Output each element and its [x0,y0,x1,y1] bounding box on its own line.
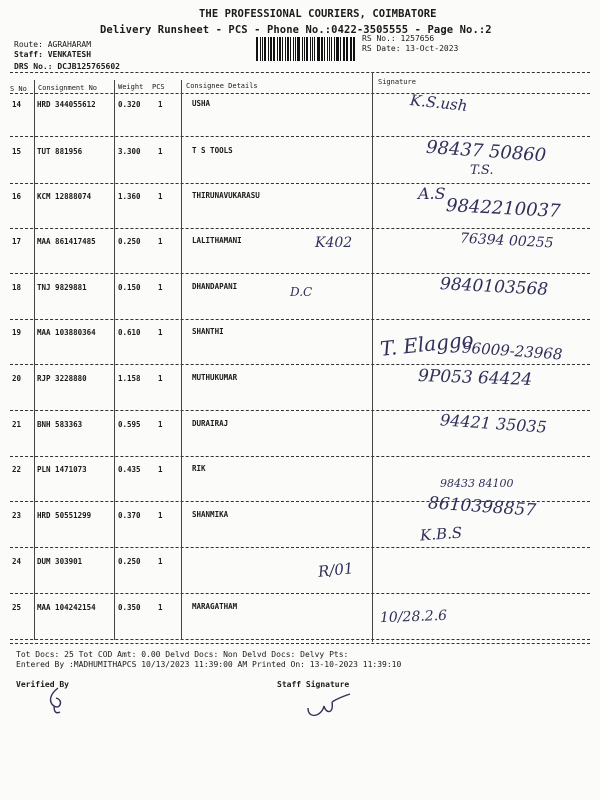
staff-signature-label: Staff Signature [277,680,350,689]
row-divider [10,319,590,320]
row-weight: 1.360 [118,192,141,201]
consignment-number: HRD 344055612 [37,100,96,109]
consignment-number: PLN 1471073 [37,465,87,474]
col-pcs: PCS [152,83,165,91]
row-divider [10,136,590,137]
barcode-bar [327,37,328,61]
staff-label: Staff: VENKATESH [14,50,92,59]
handwritten-signature: 98433 84100 [440,477,514,490]
handwritten-signature: 94421 35035 [439,410,548,437]
verified-signature [40,686,80,716]
barcode-bar [290,37,291,61]
row-weight: 0.435 [118,465,141,474]
row-pcs: 1 [158,192,163,201]
handwritten-signature: 9P053 64424 [417,366,533,390]
handwritten-signature: A.S [418,184,446,203]
row-divider [10,273,590,274]
row-divider [10,547,590,548]
row-divider [10,364,590,365]
barcode-bar [297,37,300,61]
consignment-number: MAA 104242154 [37,603,96,612]
row-divider [10,410,590,411]
row-pcs: 1 [158,603,163,612]
row-weight: 0.250 [118,237,141,246]
barcode-bar [270,37,272,61]
barcode-bar [353,37,355,61]
barcode-bar [306,37,308,61]
consignment-number: RJP 3228880 [37,374,87,383]
barcode-bar [273,37,275,61]
row-pcs: 1 [158,557,163,566]
handwritten-signature: K402 [315,235,353,251]
col-divider [372,72,373,642]
runsheet-subtitle: Delivery Runsheet - PCS - Phone No.:0422-3505555 - Page No.:2 [100,24,492,36]
consignment-number: TNJ 9829881 [37,283,87,292]
entered-by-line: Entered By :MADHUMITHAPCS 10/13/2023 11:39:00 AM Printed On: 13-10-2023 11:39:10 [16,660,402,669]
row-pcs: 1 [158,511,163,520]
consignee-name: T S TOOLS [192,146,233,155]
row-sno: 25 [12,603,22,612]
barcode-bar [336,37,339,61]
consignment-number: TUT 881956 [37,147,83,156]
row-sno: 21 [12,420,22,429]
barcode-bar [262,37,263,61]
barcode-bar [295,37,297,61]
row-sno: 19 [12,328,22,337]
barcode-bar [340,37,341,61]
consignment-number: HRD 50551299 [37,511,92,520]
footer-divider [10,643,590,644]
consignee-name: DURAIRAJ [192,419,229,428]
row-sno: 14 [12,100,22,109]
barcode-bar [282,37,283,61]
barcode-bar [302,37,303,61]
row-sno: 17 [12,237,22,246]
barcode-bar [343,37,345,61]
row-sno: 24 [12,557,22,566]
handwritten-signature: 76394 00255 [459,230,554,252]
row-pcs: 1 [158,374,163,383]
consignment-number: MAA 861417485 [37,237,96,246]
consignment-number: BNH 583363 [37,420,83,429]
barcode-bar [312,37,314,61]
staff-signature-mark [304,692,354,722]
row-weight: 0.370 [118,511,141,520]
barcode-bar [331,37,332,61]
handwritten-signature: K.S.ush [409,91,469,115]
barcode-bar [324,37,325,61]
barcode-bar [304,37,305,61]
handwritten-signature: 10/28.2.6 [379,607,448,627]
drs-number: DRS No.: DCJB125765602 [14,62,120,71]
consignment-number: MAA 103880364 [37,328,96,337]
col-weight: Weight [118,83,144,91]
row-pcs: 1 [158,147,163,156]
row-divider [10,183,590,184]
barcode-bar [293,37,294,61]
row-divider [10,456,590,457]
barcode-bar [268,37,269,61]
row-pcs: 1 [158,100,163,109]
col-divider [181,80,182,640]
header-divider [10,72,590,73]
col-sno: S No [10,85,27,93]
row-divider [10,639,590,640]
rs-number: RS No.: 1257656 [362,34,435,43]
handwritten-signature: D.C [290,285,313,299]
handwritten-signature: R/01 [317,559,355,581]
barcode-bar [346,37,347,61]
handwritten-signature: 9842210037 [445,195,562,222]
row-pcs: 1 [158,283,163,292]
rs-date: RS Date: 13-Oct-2023 [362,44,459,53]
barcode-bar [347,37,348,61]
barcode [256,37,356,61]
barcode-bar [287,37,289,61]
handwritten-signature: 96009-23968 [461,338,564,364]
row-sno: 22 [12,465,22,474]
row-sno: 15 [12,147,22,156]
barcode-bar [317,37,320,61]
consignee-name: USHA [192,99,211,108]
consignee-name: SHANTHI [192,327,224,336]
barcode-bar [350,37,352,61]
row-weight: 0.350 [118,603,141,612]
handwritten-signature: 8610398857 [427,493,537,521]
row-weight: 1.158 [118,374,141,383]
row-pcs: 1 [158,328,163,337]
route-label: Route: AGRAHARAM [14,40,92,49]
row-pcs: 1 [158,420,163,429]
handwritten-signature: T.S. [470,163,494,178]
consignee-name: SHANMIKA [192,510,229,519]
row-sno: 23 [12,511,22,520]
row-weight: 3.300 [118,147,141,156]
consignee-name: RIK [192,464,206,473]
barcode-bar [256,37,258,61]
row-divider [10,228,590,229]
barcode-bar [310,37,311,61]
row-pcs: 1 [158,237,163,246]
consignee-name: MARAGATHAM [192,602,238,611]
handwritten-signature: 9840103568 [439,274,549,300]
barcode-bar [264,37,267,61]
barcode-bar [314,37,315,61]
barcode-bar [279,37,282,61]
barcode-bar [260,37,261,61]
handwritten-signature: 98437 50860 [425,136,547,167]
row-sno: 16 [12,192,22,201]
barcode-bar [285,37,286,61]
handwritten-signature: K.B.S [419,523,463,545]
row-sno: 18 [12,283,22,292]
row-weight: 0.250 [118,557,141,566]
row-weight: 0.595 [118,420,141,429]
summary-line: Tot Docs: 25 Tot COD Amt: 0.00 Delvd Docs: Non Delvd Docs: Delvy Pts: [16,650,349,659]
barcode-bar [277,37,278,61]
col-divider [34,80,35,640]
col-consignee: Consignee Details [186,82,258,90]
row-weight: 0.320 [118,100,141,109]
col-consignment: Consignment No [38,84,98,92]
consignment-number: KCM 12888074 [37,192,92,201]
row-pcs: 1 [158,465,163,474]
col-divider [114,80,115,640]
col-signature: Signature [378,78,416,86]
row-divider [10,593,590,594]
barcode-bar [329,37,331,61]
barcode-bar [321,37,323,61]
row-sno: 20 [12,374,22,383]
handwritten-signature: T. Elaggo [379,327,475,361]
consignment-number: DUM 303901 [37,557,83,566]
consignee-name: DHANDAPANI [192,282,238,291]
company-name: THE PROFESSIONAL COURIERS, COIMBATORE [199,8,437,20]
consignee-name: LALITHAMANI [192,236,242,245]
consignee-name: THIRUNAVUKARASU [192,191,260,200]
verified-by-label: Verified By [16,680,69,689]
row-weight: 0.610 [118,328,141,337]
barcode-bar [334,37,335,61]
column-header-divider [10,93,590,94]
consignee-name: MUTHUKUMAR [192,373,238,382]
row-weight: 0.150 [118,283,141,292]
